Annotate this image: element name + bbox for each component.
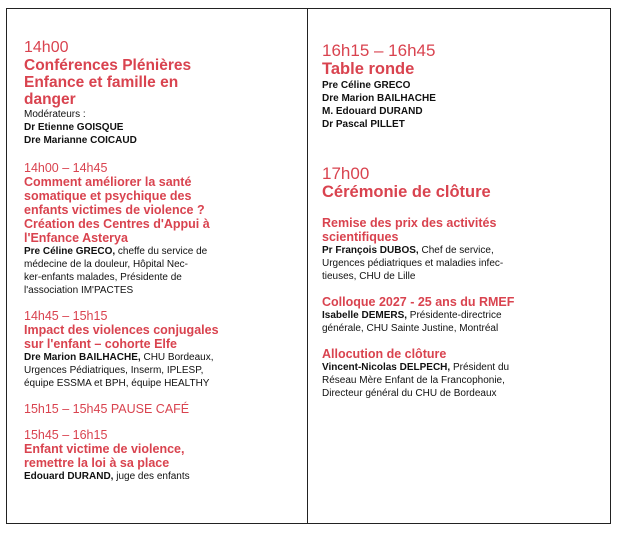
colloque-title: Colloque 2027 - 25 ans du RMEF (322, 295, 515, 309)
allocution-speaker-line (322, 361, 602, 374)
session-1-time: 14h00 – 14h45 (24, 161, 108, 175)
prizes-desc-1: Chef de service, (418, 245, 494, 256)
session-1-speaker-line (24, 245, 299, 258)
prizes-speaker: Pr François DUBOS, (322, 245, 419, 256)
colloque-block (322, 295, 602, 335)
allocution-speaker: Vincent-Nicolas DELPECH, (322, 362, 451, 373)
prizes-title-line2: scientifiques (322, 230, 399, 244)
plenary-title-line1: Conférences Plénières (24, 57, 192, 74)
colloque-speaker: Isabelle DEMERS, (322, 310, 408, 321)
roundtable-title: Table ronde (322, 60, 415, 78)
session-3-speaker: Edouard DURAND, (24, 471, 114, 482)
coffee-break: 15h15 – 15h45 PAUSE CAFÉ (24, 402, 190, 416)
right-column (307, 8, 611, 524)
prizes-speaker-line (322, 244, 602, 257)
session-1-title-line5: l'Enfance Asterya (24, 231, 128, 245)
left-column (6, 8, 308, 524)
closing-title: Cérémonie de clôture (322, 183, 491, 201)
session-1-title-line2: somatique et psychique des (24, 189, 192, 203)
session-2-time: 14h45 – 15h15 (24, 309, 108, 323)
session-2 (24, 309, 299, 390)
roundtable-speaker-4: Dr Pascal PILLET (322, 119, 405, 130)
session-1-title-line3: enfants victimes de violence ? (24, 203, 205, 217)
session-3 (24, 428, 299, 483)
session-3-title-line1: Enfant victime de violence, (24, 442, 185, 456)
moderators-label: Modérateurs : (24, 109, 86, 120)
session-3-title-line2: remettre la loi à sa place (24, 456, 170, 470)
session-1-desc-3: ker-enfants malades, Présidente de (24, 272, 182, 283)
session-3-time: 15h45 – 16h15 (24, 428, 108, 442)
roundtable-speaker-3: M. Edouard DURAND (322, 106, 423, 117)
moderator-2: Dre Marianne COICAUD (24, 135, 137, 146)
session-1-desc-4: l'association IM'PACTES (24, 285, 134, 296)
session-1-speaker: Pre Céline GRECO, (24, 246, 116, 257)
colloque-desc-2: générale, CHU Sainte Justine, Montréal (322, 323, 499, 334)
session-2-title-line2: sur l'enfant – cohorte Elfe (24, 337, 178, 351)
plenary-time: 14h00 (24, 39, 69, 56)
allocution-desc-2: Réseau Mère Enfant de la Francophonie, (322, 375, 505, 386)
session-2-desc-1: CHU Bordeaux, (140, 352, 214, 363)
prizes-title-line1: Remise des prix des activités (322, 216, 497, 230)
session-2-title-line1: Impact des violences conjugales (24, 323, 219, 337)
session-2-desc-2: Urgences Pédiatriques, Inserm, IPLESP, (24, 365, 204, 376)
session-3-speaker-line (24, 470, 299, 483)
prizes-block (322, 216, 602, 283)
moderator-1: Dr Etienne GOISQUE (24, 122, 124, 133)
session-2-speaker: Dre Marion BAILHACHE, (24, 352, 141, 363)
prizes-desc-3: tieuses, CHU de Lille (322, 271, 416, 282)
session-1-desc-1: cheffe du service de (115, 246, 208, 257)
roundtable-block (322, 41, 602, 131)
prizes-desc-2: Urgences pédiatriques et maladies infec- (322, 258, 504, 269)
roundtable-time: 16h15 – 16h45 (322, 41, 436, 60)
plenary-title-line2: Enfance et famille en (24, 74, 179, 91)
session-2-desc-3: équipe ESSMA et BPH, équipe HEALTHY (24, 378, 210, 389)
roundtable-speaker-1: Pre Céline GRECO (322, 80, 411, 91)
session-2-speaker-line (24, 351, 299, 364)
allocution-desc-1: Président du (450, 362, 510, 373)
allocution-desc-3: Directeur général du CHU de Bordeaux (322, 388, 497, 399)
closing-block (322, 164, 602, 202)
colloque-desc-1: Présidente-directrice (407, 310, 502, 321)
closing-time: 17h00 (322, 164, 370, 183)
session-1 (24, 161, 299, 297)
allocution-title: Allocution de clôture (322, 347, 447, 361)
allocution-block (322, 347, 602, 400)
session-1-title-line4: Création des Centres d'Appui à (24, 217, 210, 231)
plenary-title-line3: danger (24, 91, 76, 108)
plenary-block (24, 39, 299, 147)
session-3-desc: juge des enfants (113, 471, 190, 482)
roundtable-speaker-2: Dre Marion BAILHACHE (322, 93, 436, 104)
colloque-speaker-line (322, 309, 602, 322)
session-1-title-line1: Comment améliorer la santé (24, 175, 192, 189)
session-1-desc-2: médecine de la douleur, Hôpital Nec- (24, 259, 188, 270)
